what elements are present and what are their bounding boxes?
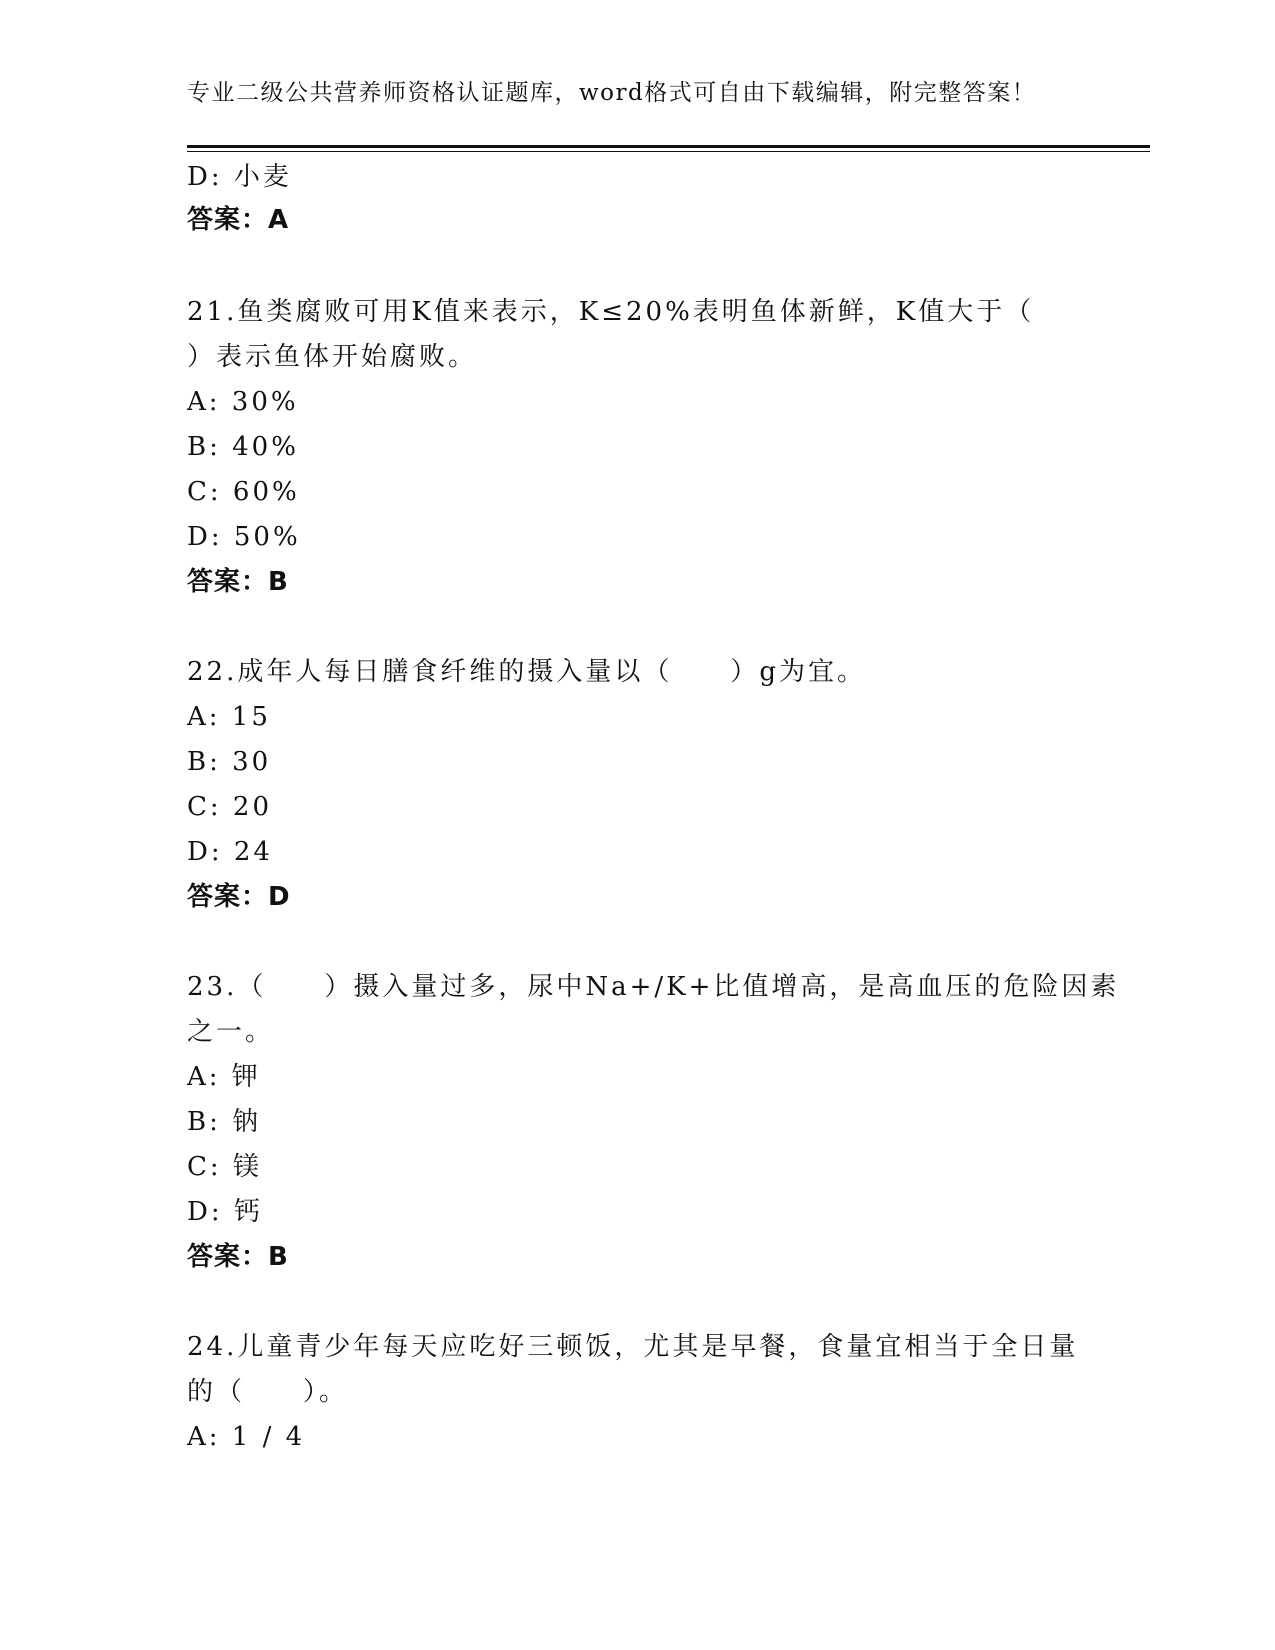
question-24-text: 24.儿童青少年每天应吃好三顿饭，尤其是早餐，食量宜相当于全日量 (187, 1332, 1079, 1362)
question-22-option-b: B: 30 (187, 747, 272, 777)
question-23-answer: 答案：B (187, 1242, 289, 1272)
question-23-option-a: A: 钾 (187, 1062, 261, 1092)
question-24-text-cont: 的（ ）。 (187, 1377, 349, 1407)
question-23-option-c: C: 镁 (187, 1152, 262, 1182)
question-21-text-cont: ）表示鱼体开始腐败。 (187, 342, 478, 372)
question-23-option-b: B: 钠 (187, 1107, 262, 1137)
question-21-option-c: C: 60% (187, 477, 300, 507)
question-22-answer: 答案：D (187, 882, 291, 912)
question-21-text: 21.鱼类腐败可用K值来表示，K≤20%表明鱼体新鲜，K值大于（ (187, 297, 1035, 327)
question-22-option-a: A: 15 (187, 702, 271, 732)
answer: 答案：A (187, 205, 290, 235)
question-22-option-c: C: 20 (187, 792, 273, 822)
question-22-option-d: D: 24 (187, 837, 273, 867)
question-23-text-cont: 之一。 (187, 1017, 275, 1047)
question-21-option-a: A: 30% (187, 387, 299, 417)
document-header: 专业二级公共营养师资格认证题库，word格式可自由下载编辑，附完整答案！ (187, 80, 1037, 106)
question-22-text: 22.成年人每日膳食纤维的摄入量以（ ）g为宜。 (187, 657, 866, 687)
question-21-option-b: B: 40% (187, 432, 299, 462)
header-rule-thin (187, 151, 1150, 152)
question-24-option-a: A: 1 / 4 (187, 1422, 306, 1452)
header-rule-thick (187, 145, 1150, 148)
option-d: D: 小麦 (187, 162, 292, 192)
question-23-option-d: D: 钙 (187, 1197, 263, 1227)
question-21-option-d: D: 50% (187, 522, 301, 552)
question-23-text: 23.（ ）摄入量过多，尿中Na+/K+比值增高，是高血压的危险因素 (187, 972, 1120, 1002)
question-21-answer: 答案：B (187, 567, 289, 597)
